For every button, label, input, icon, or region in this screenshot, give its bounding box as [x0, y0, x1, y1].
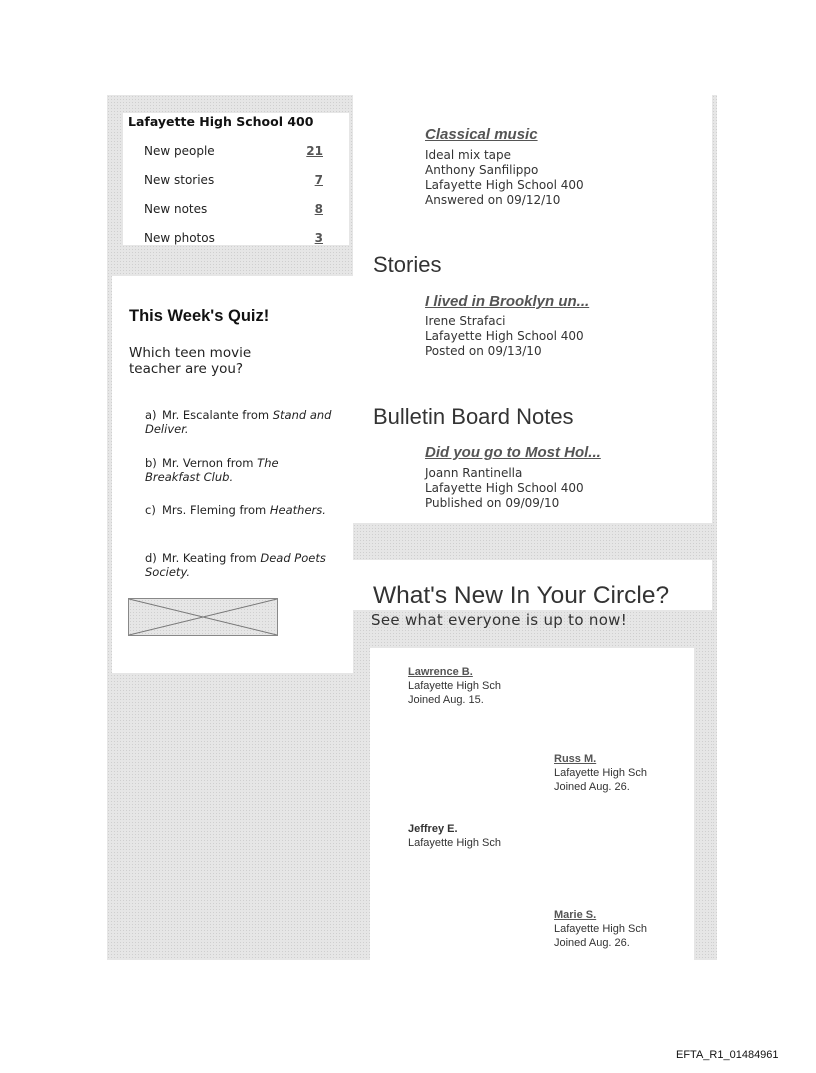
- answer-title-link[interactable]: Classical music: [425, 126, 538, 143]
- stat-label-new-photos: New photos: [144, 231, 215, 245]
- note-author: Joann Rantinella: [425, 466, 523, 480]
- quiz-question: Which teen movie teacher are you?: [129, 345, 252, 377]
- member-joined: Joined Aug. 15.: [408, 694, 484, 706]
- quiz-option-c[interactable]: c) Mrs. Fleming from Heathers.: [145, 503, 326, 517]
- school-stats-title: Lafayette High School 400: [128, 114, 314, 129]
- right-edge-strip: [712, 95, 717, 960]
- stat-link-new-people[interactable]: 21: [306, 144, 323, 158]
- stat-link-new-photos[interactable]: 3: [314, 231, 323, 245]
- document-id: EFTA_R1_01484961: [676, 1049, 779, 1061]
- member-school: Lafayette High Sch: [554, 923, 647, 935]
- stories-heading: Stories: [373, 252, 442, 277]
- stat-label-new-people: New people: [144, 144, 215, 158]
- member-school: Lafayette High Sch: [408, 837, 501, 849]
- story-school: Lafayette High School 400: [425, 329, 584, 343]
- member-card: [408, 822, 501, 850]
- member-card: [554, 908, 647, 950]
- member-name: Jeffrey E.: [408, 823, 458, 835]
- member-name-link[interactable]: Russ M.: [554, 753, 597, 765]
- member-joined: Joined Aug. 26.: [554, 937, 630, 949]
- answer-school: Lafayette High School 400: [425, 178, 584, 192]
- note-school: Lafayette High School 400: [425, 481, 584, 495]
- image-placeholder: [128, 598, 278, 636]
- note-date: Published on 09/09/10: [425, 496, 560, 510]
- quiz-option-d[interactable]: d) Mr. Keating from Dead Poets Society.: [145, 551, 326, 579]
- stat-label-new-stories: New stories: [144, 173, 215, 187]
- member-joined: Joined Aug. 26.: [554, 781, 630, 793]
- stat-label-new-notes: New notes: [144, 202, 208, 216]
- story-date: Posted on 09/13/10: [425, 344, 542, 358]
- story-author: Irene Strafaci: [425, 314, 506, 328]
- story-title-link[interactable]: I lived in Brooklyn un...: [425, 293, 590, 310]
- answer-line: Ideal mix tape: [425, 148, 512, 162]
- quiz-option-a[interactable]: a) Mr. Escalante from Stand and Deliver.: [145, 408, 332, 436]
- member-name-link[interactable]: Lawrence B.: [408, 666, 473, 678]
- member-school: Lafayette High Sch: [554, 767, 647, 779]
- stat-link-new-notes[interactable]: 8: [314, 202, 323, 216]
- member-card: [408, 665, 501, 707]
- notes-heading: Bulletin Board Notes: [373, 404, 574, 429]
- circle-title: What's New In Your Circle?: [373, 582, 670, 609]
- quiz-option-b[interactable]: b) Mr. Vernon from The Breakfast Club.: [145, 456, 279, 484]
- stat-link-new-stories[interactable]: 7: [314, 173, 323, 187]
- member-card: [554, 752, 647, 794]
- answer-author: Anthony Sanfilippo: [425, 163, 539, 177]
- answer-date: Answered on 09/12/10: [425, 193, 561, 207]
- quiz-title: This Week's Quiz!: [129, 307, 270, 325]
- member-name-link[interactable]: Marie S.: [554, 909, 597, 921]
- circle-subtitle: See what everyone is up to now!: [371, 611, 628, 629]
- member-school: Lafayette High Sch: [408, 680, 501, 692]
- note-title-link[interactable]: Did you go to Most Hol...: [425, 444, 601, 461]
- placeholder-cross-icon: [129, 599, 277, 635]
